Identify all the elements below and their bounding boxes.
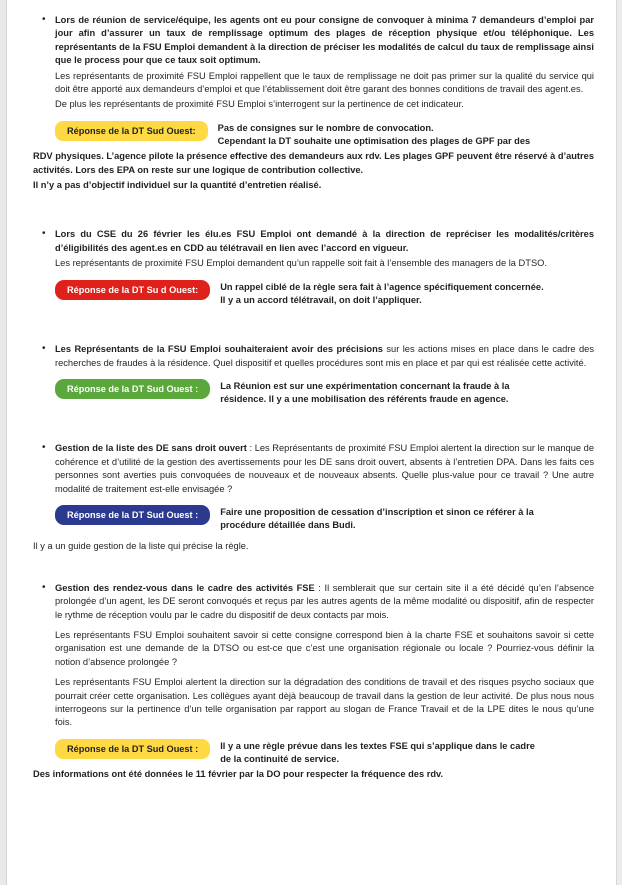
answer-2-line-2: Il y a un accord télétravail, on doit l’appliquer. — [220, 294, 422, 305]
question-5-paragraph-2: Les représentants FSU Emploi alertent la direction sur la dégradation des conditions de travail et des risques psycho sociaux que pourrait créer cette organisation. Les collègues ayant dèjà beaucoup de travail dans la gestion de leur activité. De plus nous nous interrogeons sur la pertinence d’un telle organisation par rapport au slogan de France Travail et de la LPE dites le nous qu’une fois. — [55, 677, 594, 728]
answer-1-line-2: Cependant la DT souhaite une optimisation des plages de GPF par des — [217, 136, 531, 147]
page-left-gutter — [0, 0, 7, 885]
question-3-rest: sur les actions mises en place dans le cadre des recherches de fraudes à la résidence. Quel dispositif et quelles procédures sont mis en place et par qui est réalisée cette activité. — [55, 344, 594, 368]
question-item-2 — [55, 228, 594, 270]
question-list-4 — [33, 442, 594, 496]
question-4-bold-lead: Gestion de la liste des DE sans droit ouvert — [55, 443, 247, 454]
answer-row-1 — [33, 121, 594, 148]
question-4-rest: : Les Représentants de proximité FSU Emploi alertent la direction sur le manque de cohérence et d’utilité de la gestion des avertissements pour les DE sans droit ouvert, absents à l’entretien DPA. Dans les faits ces personnes sont averties puis convoquées de nouveaux et de nouveaux absents. Quelle plus-value pour ce travail ? Une autre modalité de traitement est-elle envisagée ? — [55, 443, 594, 494]
answer-5-continuation: Des informations ont été données le 11 février par la DO pour respecter la fréquence des rdv. — [33, 769, 444, 780]
section-2 — [33, 228, 594, 307]
answer-badge-5: Réponse de la DT Sud Ouest : — [55, 739, 210, 759]
question-list-1 — [33, 14, 594, 112]
answer-5-line-1: Il y a une règle prévue dans les textes FSE qui s’applique dans le cadre — [220, 740, 535, 751]
spacer-4 — [33, 556, 594, 582]
question-1-paragraph-1: Les représentants de proximité FSU Emploi rappellent que le taux de remplissage ne doit pas primer sur la qualité du service qui doit être apporté aux demandeurs d’emploi et que l’établissement doit être garant des bonnes conditions de travail des agent.es. — [55, 70, 594, 95]
question-list-5 — [33, 582, 594, 730]
answer-text-3 — [220, 379, 594, 406]
question-list-2 — [33, 228, 594, 270]
question-3-paragraph — [55, 343, 594, 370]
question-1-paragraph-2: De plus les représentants de proximité FSU Emploi s’interrogent sur la pertinence de cet indicateur. — [55, 99, 464, 110]
answer-row-2 — [33, 280, 594, 307]
document-content — [7, 0, 616, 885]
answer-3-line-1: La Réunion est sur une expérimentation concernant la fraude à la — [220, 380, 510, 391]
answer-badge-3: Réponse de la DT Sud Ouest : — [55, 379, 210, 399]
answer-text-4 — [220, 505, 594, 532]
answer-3-line-2: résidence. Il y a une mobilisation des référents fraude en agence. — [220, 394, 509, 405]
section-3 — [33, 343, 594, 406]
answer-badge-4: Réponse de la DT Sud Ouest : — [55, 505, 210, 525]
section-5 — [33, 582, 594, 782]
section-4 — [33, 442, 594, 553]
question-list-3 — [33, 343, 594, 370]
answer-badge-1: Réponse de la DT Sud Ouest: — [55, 121, 208, 141]
question-5-paragraph — [55, 582, 594, 622]
spacer-1 — [33, 194, 594, 228]
answer-1-continuation-2: Il n’y a pas d’objectif individuel sur la quantité d’entretien réalisé. — [33, 180, 322, 191]
question-4-paragraph — [55, 442, 594, 496]
question-5-bold-lead: Gestion des rendez-vous dans le cadre des activités FSE — [55, 582, 315, 593]
answer-text-1 — [218, 121, 594, 148]
answer-4-line-1: Faire une proposition de cessation d’inscription et sinon ce référer à la — [220, 506, 534, 517]
answer-badge-2: Réponse de la DT Su d Ouest: — [55, 280, 210, 300]
answer-1-continuation: RDV physiques. L’agence pilote la présence effective des demandeurs aux rdv. Les plages GPF peuvent être réservé à d’autres activités. Lors des EPA on reste sur une logique de contribution collective. — [33, 151, 594, 175]
question-item-1 — [55, 14, 594, 112]
answer-4-continuation: Il y a un guide gestion de la liste qui précise la règle. — [33, 541, 249, 552]
question-5-rest: : Il semblerait que sur certain site il a été décidé qu’en l’absence prolongée d’un agent, les DE seront convoqués et reçus par les autres agents de la même modalité ou dispositif, afin de respecter le rythme de réception voulu par le cadre du dispositif de deux contacts par mois. — [55, 582, 594, 620]
question-3-bold-lead: Les Représentants de la FSU Emploi souhaiteraient avoir des précisions — [55, 344, 383, 355]
answer-row-3 — [33, 379, 594, 406]
question-item-3 — [55, 343, 594, 370]
question-5-paragraph-1: Les représentants FSU Emploi souhaitent savoir si cette consigne correspond bien à la charte FSE et souhaitons savoir si cette organisation est une demande de la DTSO ou est-ce que c’est une organisation régionale ou locale ? Pourriez-vous définir la notion d’absence prolongée ? — [55, 629, 594, 667]
answer-text-2 — [220, 280, 594, 307]
answer-2-line-1: Un rappel ciblé de la règle sera fait à l’agence spécifiquement concernée. — [220, 281, 544, 292]
answer-4-line-2: procédure détaillée dans Budi. — [220, 520, 356, 531]
spacer-3 — [33, 408, 594, 442]
question-item-4 — [55, 442, 594, 496]
question-2-paragraph-1: Les représentants de proximité FSU Emploi demandent qu’un rappelle soit fait à l’ensemble des managers de la DTSO. — [55, 258, 547, 269]
answer-row-5 — [33, 739, 594, 766]
answer-1-line-1: Pas de consignes sur le nombre de convocation. — [217, 122, 434, 133]
question-2-bold-paragraph: • Lors du CSE du 26 février les élu.es FSU Emploi ont demandé à la direction de repréciser les modalités/critères d’éligibilités des agent.es en CDD au télétravail en lien avec l’accord en vigueur. — [55, 229, 594, 253]
question-1-bold-paragraph: • Lors de réunion de service/équipe, les agents ont eu pour consigne de convoquer à minima 7 demandeurs d’emploi par jour afin d’assurer un taux de remplissage optimum des plages de réception physique et/ou téléphonique. Les représentants de la FSU Emploi demandent à la direction de préciser les modalités de calcul du taux de remplissage ainsi que le process pour que ce taux soit optimum. — [55, 15, 594, 66]
section-1 — [33, 14, 594, 192]
answer-row-4 — [33, 505, 594, 532]
answer-text-5 — [220, 739, 594, 766]
page-right-gutter — [616, 0, 622, 885]
answer-5-line-2: de la continuité de service. — [220, 754, 340, 765]
spacer-2 — [33, 309, 594, 343]
question-item-5 — [55, 582, 594, 730]
